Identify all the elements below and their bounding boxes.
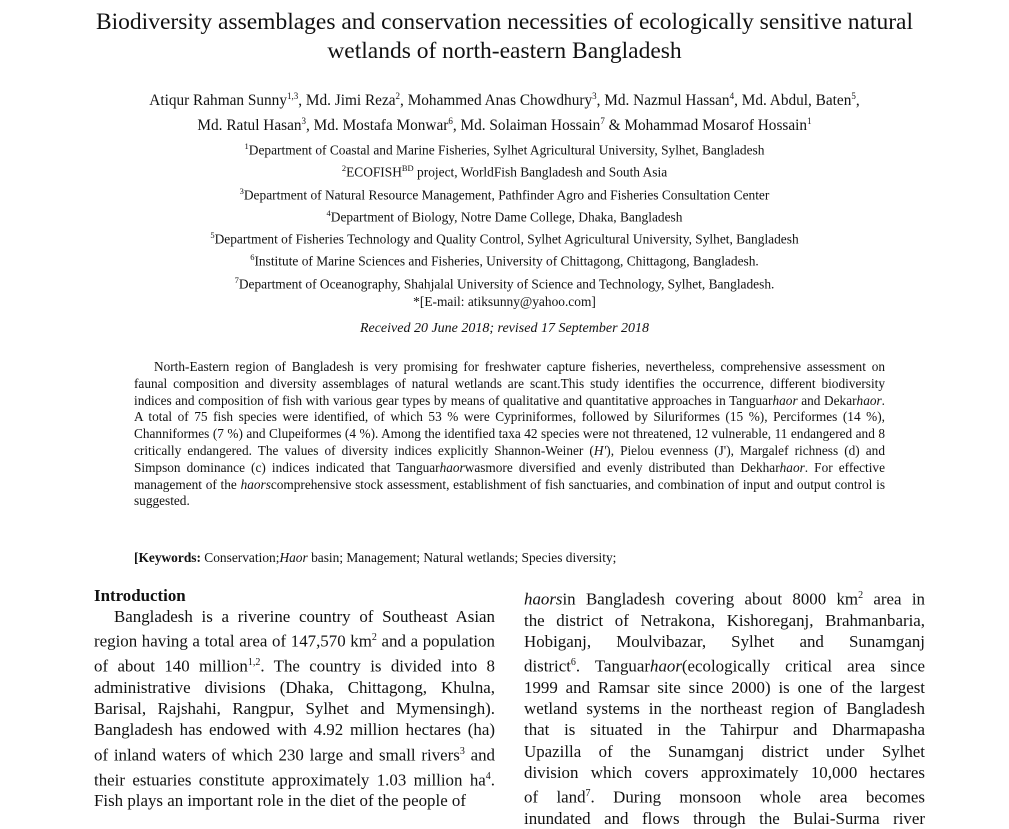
author-name: Md. Mostafa Monwar$^6$ xyxy=(313,116,453,135)
affiliation-item: *[E-mail: atiksunny@yahoo.com] xyxy=(413,294,596,310)
author-name: Md. Nazmul Hassan$^4$ xyxy=(604,91,735,110)
affiliation-item: $^7$Department of Oceanography, Shahjalal University of Science and Technology, Sylhet, Bangladesh. xyxy=(234,274,775,292)
intro-left-text: Bangladesh is a riverine country of Southeast Asian region having a total area of 147,570 $km^2$ and a population of about 140 million$^{1,2}$. The country is divided into 8 administrative divisions (Dhaka, Chittagong, Khulna, Barisal, Rajshahi, Rangpur, Sylhet and Mymensingh). Bangladesh has endowed with 4.92 million hectares (ha) of inland waters of which 230 large and small rivers$^3$ and their estuaries constitute approximately 1.03 million $ha^4$. Fish plays an important role in the diet of the people of xyxy=(94,607,495,811)
affiliation-item: $^5$Department of Fisheries Technology and Quality Control, Sylhet Agricultural University, Sylhet, Bangladesh xyxy=(210,230,799,247)
keywords-text: Conservation;Haor basin; Management; Natural wetlands; Species diversity; xyxy=(200,550,617,565)
abstract: North-Eastern region of Bangladesh is very promising for freshwater capture fisheries, nevertheless, comprehensive assessment on faunal composition and diversity assemblages of natural wetlands are scant.This study identifies the occurrence, different biodiversity indices and composition of fish with various gear types by means of qualitative and quantitative approaches in Tanguarhaor and Dekarhaor. A total of 75 fish species were identified, of which 53 % were Cypriniformes, followed by Siluriformes (15 %), Perciformes (14 %), Channiformes (7 %) and Clupeiformes (4 %). Among the identified taxa 42 species were not threatened, 12 vulnerable, 11 endangered and 8 critically endangered. The values of diversity indices explicitly Shannon-Weiner (H'), Pielou evenness (J'), Margalef richness (d) and Simpson dominance (c) indices indicated that Tanguarhaorwasmore diversified and evenly distributed than Dekharhaor. For effective management of the haorscomprehensive stock assessment, establishment of fish sanctuaries, and combination of input and output control is suggested. xyxy=(134,359,885,509)
author-name: Mohammad Mosarof Hossain$^1$ xyxy=(624,116,812,135)
author-name: Atiqur Rahman Sunny$^{1,3}$ xyxy=(149,91,299,110)
intro-right-column xyxy=(524,585,925,829)
text-line: Upazilla of the Sunamganj district under Sylhet xyxy=(524,741,925,761)
author-name: Md. Solaiman Hossain$^7$ xyxy=(460,116,605,135)
text-line: that is situated in the Tahirpur and Dharmapasha xyxy=(524,720,925,740)
keywords-label: [Keywords: xyxy=(134,550,201,565)
affiliation-item: $^2ECOFISH^{BD}$ project, WorldFish Bangladesh and South Asia xyxy=(341,163,668,180)
text-line: the district of Netrakona, Kishoreganj, Brahmanbaria, xyxy=(524,610,925,630)
text-line: haorsin Bangladesh covering about 8000 $km^2$ area in xyxy=(524,589,925,609)
received-date: Received 20 June 2018; revised 17 September 2018 xyxy=(359,321,650,336)
section-heading-introduction: Introduction xyxy=(94,586,186,605)
affiliation-item: $^4$Department of Biology, Notre Dame College, Dhaka, Bangladesh xyxy=(326,207,683,225)
intro-left-column xyxy=(94,585,495,812)
author-name: Md. Jimi Reza$^2$ xyxy=(305,91,401,110)
affiliation-item: $^3$Department of Natural Resource Management, Pathfinder Agro and Fisheries Consultation Center xyxy=(239,185,770,203)
affiliation-list xyxy=(60,136,949,314)
author-list: Atiqur Rahman Sunny$^{1,3}$, Md. Jimi Reza$^2$, Mohammed Anas Chowdhury$^3$, Md. Nazmul Hassan$^4$, Md. Abdul, Baten$^5$, Md. Ratul Hasan$^3$, Md. Mostafa Monwar$^6$, Md. Solaiman Hossain$^7$ & Mohammad Mosarof Hossain$^1$ xyxy=(149,91,860,135)
text-line: of land$^7$. During monsoon whole area becomes xyxy=(524,787,925,807)
text-line: 1999 and Ramsar site since 2000) is one of the largest xyxy=(524,678,925,698)
text-line: Hobiganj, Moulvibazar, Sylhet and Sunamganj xyxy=(524,632,925,652)
text-line: inundated and flows through the Bulai-Surma river xyxy=(524,808,925,828)
paper-title: Biodiversity assemblages and conservation necessities of ecologically sensitive natural wetlands of north-eastern Bangladesh xyxy=(95,9,914,64)
keywords xyxy=(134,550,885,566)
affiliation-item: $^6$Institute of Marine Sciences and Fisheries, University of Chittagong, Chittagong, Bangladesh. xyxy=(250,252,759,269)
author-name: Md. Abdul, Baten$^5$ xyxy=(741,91,856,110)
author-name: Md. Ratul Hasan$^3$ xyxy=(197,116,307,135)
text-line: division which covers approximately 10,000 hectares xyxy=(524,762,925,782)
affiliation-item: $^1$Department of Coastal and Marine Fisheries, Sylhet Agricultural University, Sylhet, Bangladesh xyxy=(244,141,765,158)
text-line: wetland systems in the northeast region of Bangladesh xyxy=(524,699,925,719)
author-name: Mohammed Anas Chowdhury$^3$ xyxy=(407,91,597,110)
text-line: district$^6$. Tanguarhaor(ecologically critical area since xyxy=(524,656,925,676)
